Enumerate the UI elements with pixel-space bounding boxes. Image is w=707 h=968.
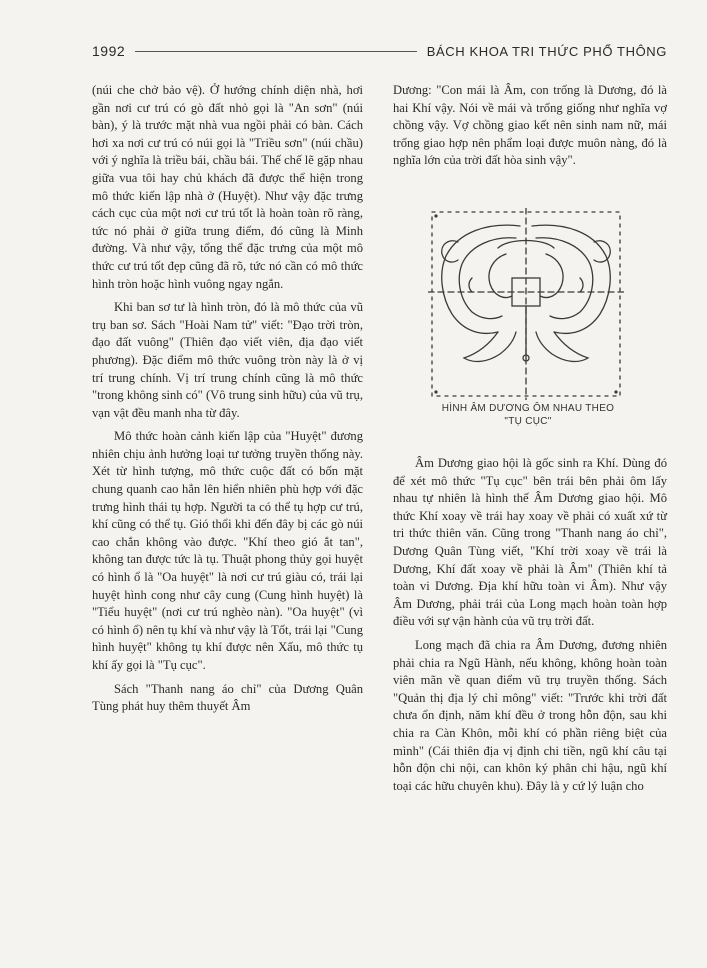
running-header	[92, 40, 667, 62]
lower-left-wing	[464, 332, 516, 361]
right-paragraph-3: Long mạch đã chia ra Âm Dương, đương nhiên phải chia ra Ngũ Hành, nếu không, không hoàn toàn viên mãn về quan điểm vũ trụ truyền thống. Sách "Quản thị địa lý chỉ mông" viết: "Trước khi trời đất chưa ổn định, năm khí đều ở trong hỗn độn, sau khi chia ra Càn Khôn, mỗi khí có phần riêng biệt của mình" (Cái thiên địa vị định chi tiền, ngũ khí câu tại hỗn độn chi nội, can khôn ký phân chi hậu, ngũ khí toại các hữu chuyên khu). Đây là y cứ lý luận cho	[393, 637, 667, 793]
right-column-bottom	[393, 455, 667, 795]
page-number: 1992	[92, 43, 126, 59]
left-paragraph-2: Khi ban sơ tư là hình tròn, đó là mô thức của vũ trụ ban sơ. Sách "Hoài Nam tử" viết: "Đạo trời tròn, đạo đất vuông" (Thiên đạo viết viên, địa đạo viết phương). Đặc điểm mô thức vuông tròn này là ở vị trí trung chính. Vị trí trung chính cũng là mô thức "trong không sinh có" (Vô trung sinh hữu) của vũ trụ, vạn vật đều manh nha từ đây.	[92, 300, 363, 420]
yin-yang-diagram	[428, 208, 624, 400]
figure-caption	[410, 402, 646, 428]
left-paragraph-4: Sách "Thanh nang áo chỉ" của Dương Quân Tùng phát huy thêm thuyết Âm	[92, 681, 363, 714]
caption-line-2: "TỤ CỤC"	[504, 416, 552, 427]
right-column-top	[393, 82, 667, 170]
left-paragraph-3: Mô thức hoàn cảnh kiến lập của "Huyệt" đương nhiên chịu ảnh hưởng loại tư tưởng truyền thống này. Xét từ hình tượng, mô thức cuộc đất có bốn mặt chung quanh cao hẳn lên hiển nhiên phù hợp với đặc trưng hình thái tụ hợp. Người ta có thể tụ hợp cư trú, khí cũng có thể tụ. Gió thổi khi đến đây bị các gò núi cao chắn không vào được. "Khí theo gió ắt tan", không tan được tức là tụ. Thuật phong thủy gọi huyệt có hình ổ là "Oa huyệt" là nơi cư trú giàu có, trái lại huyệt hình cong như cây cung (Cung hình huyệt) là "Tiểu huyệt" (nơi cư trú nghèo nàn). "Oa huyệt" (vì có hình ổ) nên tụ khí và như vậy là Tốt, trái lại "Cung hình huyệt" không tụ khí được nên Xấu, mô thức tụ khí ấy gọi là "Tụ cục".	[92, 429, 363, 672]
caption-line-1: HÌNH ÂM DƯƠNG ÔM NHAU THEO	[441, 403, 615, 414]
marker-top-left	[434, 214, 437, 217]
left-inner-curl	[489, 254, 512, 298]
right-arm-inner	[536, 238, 593, 319]
left-mark	[469, 278, 472, 292]
running-title: BÁCH KHOA TRI THỨC PHỔ THÔNG	[426, 43, 667, 59]
right-mark	[580, 278, 583, 292]
header-rule	[135, 51, 417, 52]
marker-bottom-left	[434, 390, 437, 393]
right-arm-lobe	[594, 241, 610, 262]
left-arm-inner	[459, 238, 516, 319]
left-column	[92, 82, 363, 716]
marker-bottom-right	[614, 390, 617, 393]
right-paragraph-1: Dương: "Con mái là Âm, con trống là Dương, đó là hai Khí vậy. Nói về mái và trống giống như nghĩa vợ chồng vậy. Vợ chồng giao kết nên sinh nam nữ, mái trống giao hợp nên phẩm loại được muôn nàng, đó là nghĩa lớn của trời đất hòa sinh vậy".	[393, 83, 667, 168]
left-arm-lobe	[442, 241, 458, 262]
left-paragraph-1: (núi che chở bảo vệ). Ở hướng chính diện nhà, hơi gần nơi cư trú có gò đất nhỏ gọi là "An sơn" (núi bàn), ý là trước mặt nhà vua ngồi phải có bàn. Cách hơi xa nơi cư trú có núi gọi là "Triều sơn" (núi chầu) với ý nghĩa là triều bái, chầu bái. Thế chế lẽ gặp nhau giữa vua tôi hay chủ khách đã được thể hiện trong mô thức kiến lập nhà ở (Huyệt). Như vậy đặc trưng cách cục của một nơi cư trú tốt là hoàn toàn rõ ràng, tức nó phải ở giữa trung điểm, đó cũng là Minh đường. Và như vậy, tổng thể đặc trưng của một mô thức cư trú tốt đẹp cũng đã rõ, tức nó cần có mô thức hình tròn hoặc hình vuông ngay ngắn.	[92, 83, 363, 291]
lower-right-wing	[536, 332, 588, 361]
right-inner-curl	[540, 254, 563, 298]
right-paragraph-2: Âm Dương giao hội là gốc sinh ra Khí. Dùng đó để xét mô thức "Tụ cục" bên trái bên phải ôm lấy nhau tự nhiên là hình thế Âm Dương giao hội. Mô thức Khí xoay về trái hay xoay về phải có xuất xứ từ tri thức thiên văn. Cũng trong "Thanh nang áo chỉ", Dương Quân Tùng viết, "Khí trời xoay về trái là Dương, Khí đất xoay về phải là Âm" (Thiên khí tả toàn vi Dương. Địa khí hữu toàn vi Âm). Như vậy Âm Dương, phải trái của Long mạch hoàn toàn hợp điều với sự vận hành của vũ trụ trời đất.	[393, 456, 667, 629]
